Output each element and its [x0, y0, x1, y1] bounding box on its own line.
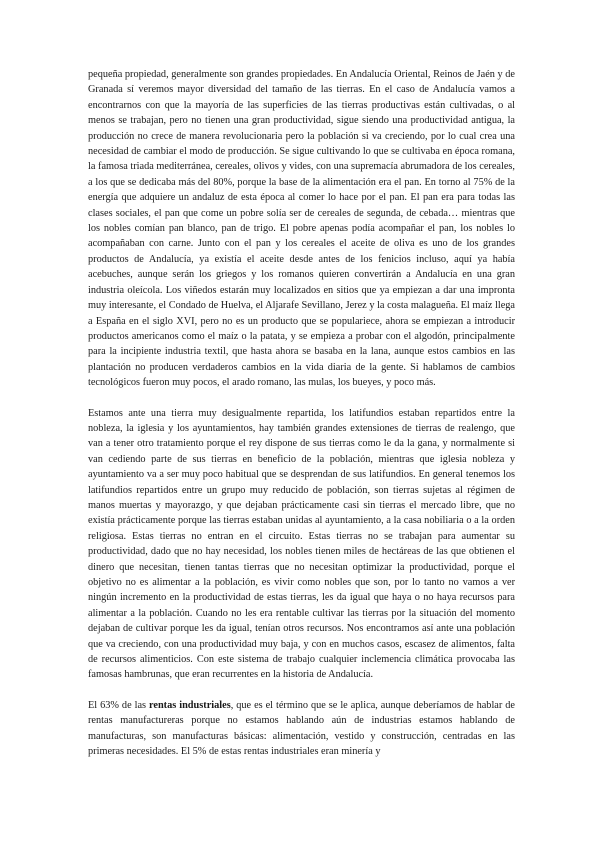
- bold-term-rentas-industriales: rentas industriales: [149, 699, 231, 711]
- paragraph-agriculture: pequeña propiedad, generalmente son grandes propiedades. En Andalucía Oriental, Reinos de Jaén y de Granada sí veremos mayor diversidad del tamaño de las tierras. En el caso de Andalucía vamos a encontrarnos con que la mayoría de las superficies de las tierras productivas están cultivadas, o al menos se trabajan, pero no tienen una gran productividad, sigue siendo una productividad antigua, la producción no crece de manera revolucionaria pero la población si va creciendo, por lo cual crea una necesidad de cambiar el modo de producción. Se sigue cultivando lo que se cultivaba en época romana, la famosa triada mediterránea, cereales, olivos y vides, con una supremacía abrumadora de los cereales, a los que se dedicaba más del 80%, porque la base de la alimentación era el pan. En torno al 75% de la energía que adquiere un andaluz de esta época al comer lo hace por el pan. El pan era para todas las clases sociales, el pan que come un pobre solía ser de cereales de segunda, de cebada… mientras que los nobles comían pan blanco, pan de trigo. El pobre apenas podía acompañar el pan, los nobles lo acompañaban con carne. Junto con el pan y los cereales el aceite de oliva es uno de los grandes productos de Andalucía, ya existía el aceite desde antes de los fenicios incluso, aquí ya había acebuches, aunque serán los griegos y los romanos quieren convertirán a Andalucía en una gran industria oleícola. Los viñedos estarán muy localizados en sitios que ya empiezan a dar una impronta muy interesante, el Condado de Huelva, el Aljarafe Sevillano, Jerez y la costa malagueña. El maíz llega a España en el siglo XVI, pero no es un producto que se populariece, ahora se empiezan a introducir productos americanos como el maíz o la patata, y se empieza a probar con el algodón, principalmente para la incipiente industria textil, que hasta ahora se basaba en la lana, aunque estos cambios en las plantación no producen verdaderos cambios en la vida diaria de la gente. Si hablamos de cambios tecnológicos fueron muy pocos, el arado romano, las mulas, los bueyes, y poco más.: [88, 69, 515, 389]
- paragraph-latifundios: Estamos ante una tierra muy desigualmente repartida, los latifundios estaban repartidos entre la nobleza, la iglesia y los ayuntamientos, hay también grandes extensiones de tierras de realengo, que van a tener otro tratamiento porque el rey dispone de sus tierras como le da la gana, y normalmente si van cediendo parte de sus tierras en beneficio de la población, mientras que iglesia nobleza y ayuntamiento va a ser muy poco habitual que se desprendan de sus latifundios. En general tenemos los latifundios repartidos entre un grupo muy reducido de población, son tierras sujetas al régimen de manos muertas y mayorazgo, y que dejaban prácticamente casi sin tierras el mercado libre, que no existía prácticamente porque las tierras estaban unidas al ayuntamiento, a la casa nobiliaria o a la orden religiosa. Estas tierras no entran en el circuito. Estas tierras no se trabajan para aumentar su productividad, dado que no hay necesidad, los nobles tienen miles de hectáreas de las que obtienen el dinero que necesitan, tienen tantas tierras que no necesitan optimizar la productividad, porque el objetivo no es alimentar a la población, es vivir como nobles que son, por lo tanto no vamos a ver ningún incremento en la productividad de estas tierras, les da igual que haya o no haya recursos para alimentar a la población. Cuando no les era rentable cultivar las tierras por la situación del momento dejaban de cultivar porque les da igual, tenían otros recursos. Nos encontramos así ante una población que va creciendo, con una productividad muy baja, y con en muchos casos, escasez de alimentos, falta de recursos alimenticios. Con este sistema de trabajo cualquier inclemencia climática provocaba las famosas hambrunas, que eran recurrentes en la historia de Andalucía.: [88, 407, 515, 681]
- paragraph-rentas-intro: El 63% de las: [88, 699, 149, 711]
- paragraph-rentas: [88, 698, 515, 760]
- paragraph-rentas-body: , que es el término que se le aplica, aunque deberíamos de hablar de rentas manufactureras porque no estamos hablando aún de industrias estamos hablando de manufacturas, son manufacturas básicas: alimentación, vestido y construcción, centradas en las primeras necesidades. El 5% de estas rentas industriales eran minería y: [88, 699, 515, 758]
